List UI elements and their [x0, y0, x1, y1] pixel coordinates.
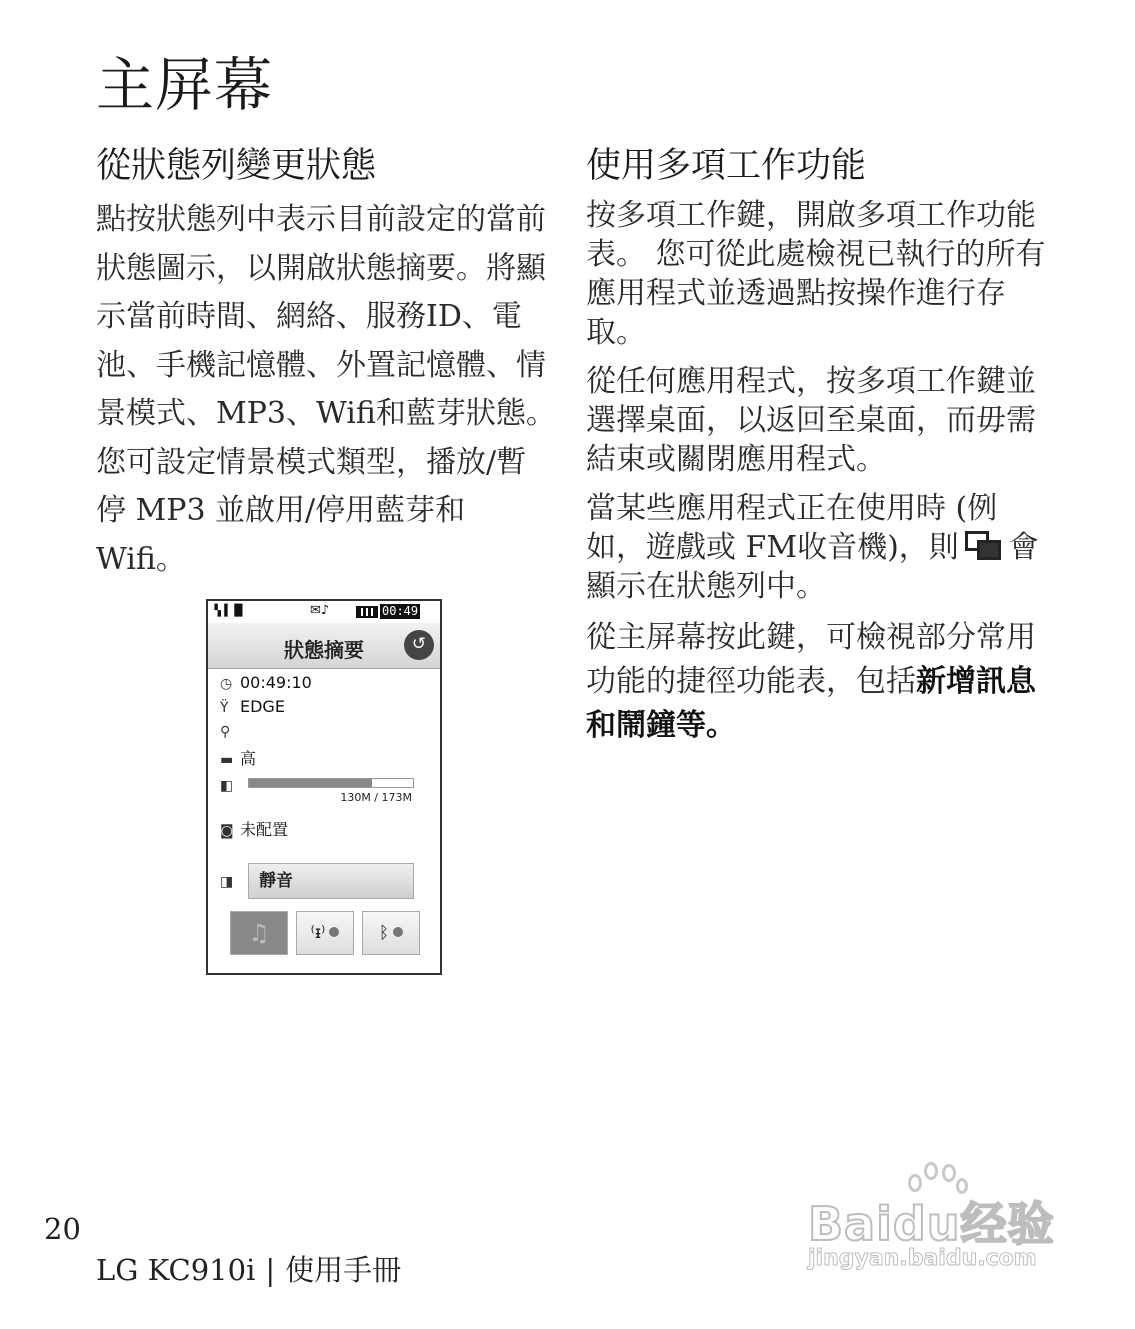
phone-header-title: 狀態摘要	[284, 638, 364, 662]
external-memory-value: 未配置	[240, 820, 289, 839]
memory-bar	[248, 778, 414, 788]
memory-text: 130M / 173M	[340, 791, 412, 804]
footer-model: LG KC910i	[96, 1253, 256, 1287]
watermark-logo: Baidu经验	[808, 1197, 1055, 1251]
phone-status-bar[interactable]	[208, 601, 440, 623]
wifi-icon: ⁽ᵻ⁾	[310, 923, 326, 943]
battery-row	[220, 746, 256, 769]
right-paragraph-2: 從任何應用程式，按多項工作鍵並選擇桌面，以返回至桌面，而毋需結束或關閉應用程式。	[586, 364, 1036, 477]
profile-row	[220, 871, 240, 890]
footer-manual: 使用手冊	[285, 1253, 402, 1287]
right-paragraph-3	[586, 489, 1056, 606]
baidu-watermark	[808, 1160, 1068, 1280]
multitasking-icon	[965, 531, 1003, 561]
p3-text-after: 會顯示在狀態列中。	[586, 530, 1039, 604]
music-note-icon: ♫	[248, 919, 270, 947]
profile-select[interactable]: 靜音	[248, 863, 414, 899]
battery-value: 高	[240, 749, 257, 768]
wifi-status-dot	[329, 927, 339, 937]
memory-bar-fill	[249, 779, 372, 787]
network-row	[220, 697, 285, 716]
phone-memory-icon: ◧	[220, 778, 234, 794]
service-id-icon: ⚲	[220, 724, 231, 740]
bluetooth-toggle-button[interactable]	[362, 911, 420, 955]
service-row	[220, 721, 240, 740]
footer	[96, 1248, 401, 1289]
p3-text-before: 當某些應用程式正在使用時 (例如，遊戲或 FM收音機)，則	[586, 491, 998, 565]
signal-icon: ▝▖▌▐▊	[211, 604, 245, 617]
footer-separator: |	[265, 1253, 276, 1287]
bluetooth-icon: ᛒ	[378, 923, 390, 943]
phone-header	[208, 623, 440, 669]
mp3-button[interactable]	[230, 911, 288, 955]
right-paragraph-4	[586, 616, 1056, 748]
page-title: 主屏幕	[96, 51, 274, 119]
p4-bold-text: 新增訊息和鬧鐘等。	[586, 664, 1036, 743]
right-heading: 使用多項工作功能	[586, 146, 867, 186]
left-column	[96, 138, 556, 584]
external-memory-row	[220, 817, 288, 840]
memory-row	[220, 775, 240, 794]
right-paragraph-1: 按多項工作鍵，開啟多項工作功能表。 您可從此處檢視已執行的所有應用程式並透過點按操作進行存取。	[586, 198, 1046, 350]
clock-row	[220, 673, 312, 692]
message-icon: ✉♪	[310, 603, 330, 618]
antenna-icon: Ÿ	[220, 700, 229, 716]
watermark-url: jingyan.baidu.com	[808, 1246, 1037, 1271]
battery-icon	[356, 606, 378, 618]
page-number: 20	[44, 1212, 81, 1246]
battery-level-icon: ▬	[220, 752, 234, 768]
left-heading: 從狀態列變更狀態	[96, 146, 377, 186]
back-arrow-icon: ↺	[411, 634, 427, 654]
network-value: EDGE	[240, 697, 285, 716]
wifi-toggle-button[interactable]	[296, 911, 354, 955]
clock-value: 00:49:10	[240, 673, 312, 692]
bluetooth-status-dot	[393, 927, 403, 937]
right-column	[586, 138, 1056, 758]
external-memory-icon: ◙	[220, 823, 234, 839]
left-body: 點按狀態列中表示目前設定的當前狀態圖示，以開啟狀態摘要。將顯示當前時間、網絡、服務ID、電池、手機記憶體、外置記憶體、情景模式、MP3、Wifi和藍芽狀態。 您可設定情景模式類型，播放/暫停 MP3 並啟用/停用藍芽和 Wifi。	[96, 202, 556, 577]
speaker-icon: ◨	[220, 874, 234, 890]
clock-icon: ◷	[220, 676, 233, 692]
status-time: 00:49	[382, 604, 419, 618]
back-button[interactable]	[404, 630, 434, 660]
p4-text-before: 從主屏幕按此鍵，可檢視部分常用功能的捷徑功能表，包括	[586, 620, 1036, 699]
status-summary-screenshot	[206, 599, 442, 975]
